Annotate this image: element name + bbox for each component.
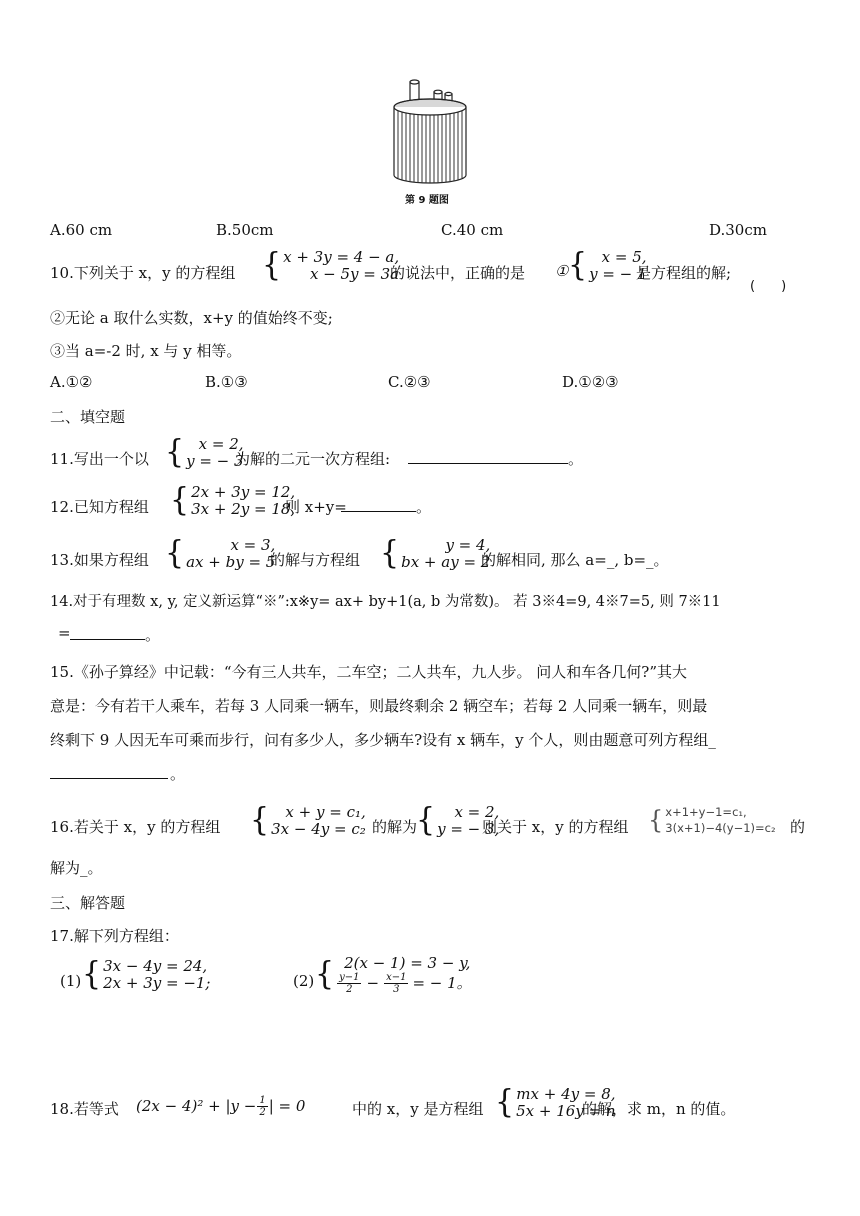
brace-icon: { — [165, 535, 185, 572]
q17-p2-frac1: $\frac{y-1}{2}$ — [339, 972, 360, 995]
figure-9 — [390, 72, 470, 187]
q18-frac-half: $\frac{1}{2}$ — [259, 1094, 266, 1118]
q11-suffix: 为解的二元一次方程组: — [235, 450, 391, 468]
q10-sol-y: y = − 1 — [589, 265, 647, 283]
q10-eq2: x − 5y = 3a — [309, 265, 400, 283]
q10-option-a: A.①② — [50, 373, 93, 391]
q13-prefix: 13.如果方程组 — [50, 551, 149, 569]
q16-prefix: 16.若关于 x，y 的方程组 — [50, 818, 221, 836]
q18-eq2: 5x + 16y = n — [516, 1102, 616, 1120]
q10-sol-x: x = 5, — [601, 248, 647, 266]
brace-icon: { — [315, 956, 335, 993]
brace-icon: { — [648, 805, 664, 835]
q10-eq1: x + 3y = 4 − a, — [283, 248, 400, 266]
q16-suffix: 则关于 x，y 的方程组 — [482, 818, 629, 836]
brace-icon: { — [82, 956, 102, 993]
figure-caption: 第 9 题图 — [405, 195, 449, 206]
q15-answer-blank[interactable] — [50, 762, 168, 779]
q17-p2-eq1: 2(x − 1) = 3 − y, — [344, 954, 471, 972]
q14-line2-end: 。 — [145, 626, 161, 644]
q16-s1-eq2: 3x − 4y = c₂ — [271, 820, 366, 838]
q9-option-a: A.60 cm — [50, 221, 113, 239]
q10-answer-paren: ( ) — [750, 279, 787, 294]
q17-p1-eq1: 3x − 4y = 24, — [103, 957, 208, 975]
q9-option-d: D.30cm — [709, 221, 767, 239]
q17-p1-eq2: 2x + 3y = −1; — [103, 974, 211, 992]
q10-middle: 的说法中，正确的是 — [390, 264, 526, 282]
q16-tail: 的 — [790, 818, 806, 836]
q10-suffix: 是方程组的解; — [636, 264, 732, 282]
q12-system — [170, 484, 295, 518]
q16-s2-eq1: x+1+y−1=c₁, — [665, 805, 747, 819]
q11-prefix: 11.写出一个以 — [50, 450, 149, 468]
q18-prefix: 18.若等式 — [50, 1100, 119, 1118]
q16-sol-y: y = − 3, — [437, 820, 500, 838]
q12-suffix: 则 x+y= — [285, 498, 347, 516]
q10-prefix: 10.下列关于 x，y 的方程组 — [50, 264, 236, 282]
q16-line2: 解为_。 — [50, 859, 103, 877]
q15-line1: 15.《孙子算经》中记载：“今有三人共车，二车空；二人共车，九人步。 问人和车各几何?”其大 — [50, 663, 688, 681]
q18-suffix: 的解，求 m，n 的值。 — [582, 1100, 736, 1118]
q10-option-d: D.①②③ — [562, 373, 619, 391]
q13-suffix: 的解相同, 那么 a=_, b=_。 — [481, 551, 669, 569]
q12-prefix: 12.已知方程组 — [50, 498, 149, 516]
q15-line3: 终剩下 9 人因无车可乘而步行，问有多少人，多少辆车?设有 x 辆车，y 个人，则由题意可列方程组_ — [50, 731, 716, 749]
q16-system2 — [648, 804, 776, 836]
q11-system — [165, 436, 244, 470]
q17-part1-label: (1) — [60, 972, 82, 990]
q10-option-b: B.①③ — [205, 373, 248, 391]
q12-eq2: 3x + 2y = 18, — [191, 500, 296, 518]
q10-line2: ②无论 a 取什么实数，x+y 的值始终不变; — [50, 309, 333, 327]
q13-system1 — [165, 537, 275, 571]
q14-line2-prefix: = — [58, 624, 71, 642]
q10-option-c: C.②③ — [388, 373, 431, 391]
cylinder-figure — [390, 72, 470, 187]
q10-circle1: ① — [555, 262, 569, 280]
q17-p2-frac2: $\frac{x-1}{3}$ — [386, 972, 407, 995]
q9-option-b: B.50cm — [216, 221, 274, 239]
q12-eq1: 2x + 3y = 12, — [191, 483, 296, 501]
q16-s1-eq1: x + y = c₁, — [285, 803, 366, 821]
q15-line4-end: 。 — [170, 765, 186, 783]
q10-line3: ③当 a=-2 时, x 与 y 相等。 — [50, 342, 242, 360]
q13-s1-eq1: x = 3, — [230, 536, 276, 554]
q16-system1 — [250, 804, 366, 838]
brace-icon: { — [380, 535, 400, 572]
q16-sol-x: x = 2, — [454, 803, 500, 821]
q11-answer-blank[interactable] — [408, 447, 568, 464]
q13-middle: 的解与方程组 — [270, 551, 361, 569]
q9-option-c: C.40 cm — [441, 221, 504, 239]
q12-answer-blank[interactable] — [341, 495, 416, 512]
q13-s1-eq2: ax + by = 5 — [186, 553, 276, 571]
q13-s2-eq2: bx + ay = 2 — [401, 553, 491, 571]
q17-part1-system — [82, 958, 211, 992]
brace-icon: { — [568, 247, 588, 284]
q11-eq2: y = − 3 — [186, 452, 244, 470]
q17-title: 17.解下列方程组： — [50, 927, 179, 945]
q10-solution — [568, 249, 647, 283]
q10-system — [262, 249, 399, 283]
q17-part2-label: (2) — [293, 972, 315, 990]
section-3-heading: 三、解答题 — [50, 894, 126, 912]
q11-eq1: x = 2, — [198, 435, 244, 453]
brace-icon: { — [416, 802, 436, 839]
q17-p2-eq2: $\frac{y-1}{2}$ − $\frac{x-1}{3}$ = − 1。 — [339, 972, 472, 995]
q17-part2-system — [315, 955, 472, 995]
q11-end: 。 — [568, 450, 584, 468]
brace-icon: { — [495, 1084, 515, 1121]
q16-middle: 的解为 — [372, 818, 418, 836]
brace-icon: { — [170, 482, 190, 519]
q13-s2-eq1: y = 4, — [445, 536, 491, 554]
section-2-heading: 二、填空题 — [50, 408, 126, 426]
q12-end: 。 — [416, 498, 432, 516]
q18-middle: 中的 x，y 是方程组 — [352, 1100, 484, 1118]
brace-icon: { — [250, 802, 270, 839]
q14-line1: 14.对于有理数 x, y, 定义新运算“※”:x※y= ax+ by+1(a, b 为常数)。 若 3※4=9, 4※7=5, 则 7※11 — [50, 594, 721, 610]
brace-icon: { — [262, 247, 282, 284]
q18-eq1: mx + 4y = 8, — [516, 1085, 616, 1103]
q16-s2-eq2: 3(x+1)−4(y−1)=c₂ — [665, 821, 776, 835]
q18-expression: (2x − 4)² + |y − $\frac{1}{2}$ | = 0 — [136, 1094, 306, 1118]
brace-icon: { — [165, 434, 185, 471]
q14-answer-blank[interactable] — [70, 623, 145, 640]
q13-system2 — [380, 537, 490, 571]
q15-line2: 意是：今有若干人乘车，若每 3 人同乘一辆车，则最终剩余 2 辆空车；若每 2 人同乘一辆车，则最 — [50, 697, 708, 715]
